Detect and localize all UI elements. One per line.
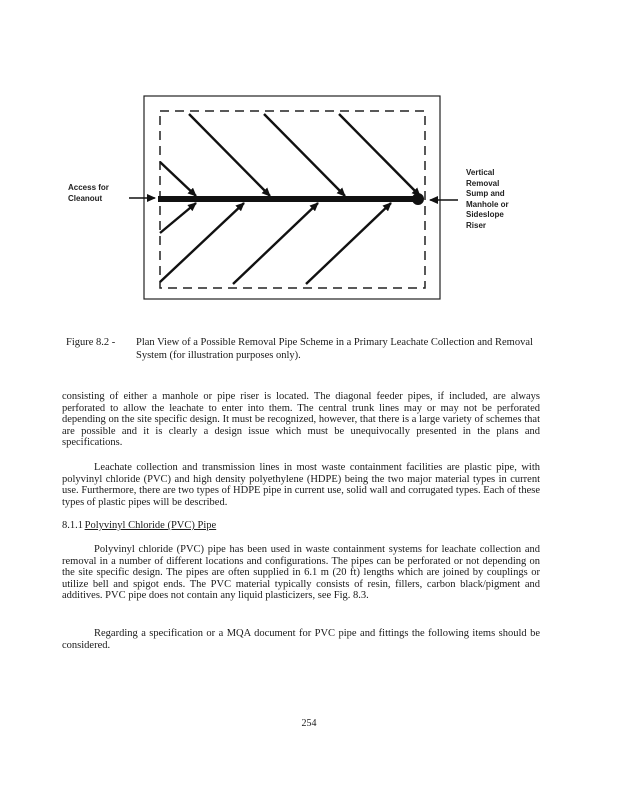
section-title: Polyvinyl Chloride (PVC) Pipe xyxy=(84,520,217,531)
feeder-pipe-lower-1 xyxy=(160,203,244,282)
figure-caption-text: Plan View of a Possible Removal Pipe Scheme in a Primary Leachate Collection and Removal System (for illustration purposes only). xyxy=(136,337,533,361)
feeder-pipe-upper-1 xyxy=(189,114,270,196)
feeder-pipe-upper-2 xyxy=(264,114,345,196)
body-paragraph-4: Regarding a specification or a MQA document for PVC pipe and fittings the following items should be considered. xyxy=(62,628,540,651)
access-for-cleanout-label: Access for Cleanout xyxy=(68,183,109,203)
feeder-pipe-lower-2 xyxy=(233,203,318,284)
body-paragraph-2: Leachate collection and transmission lines in most waste containment facilities are plastic pipe, with polyvinyl chloride (PVC) and high density polyethylene (HDPE) being the two major material types in current use. Furthermore, there are two types of HDPE pipe in current use, solid wall and corrugated types. Each of these types of plastic pipes will be described. xyxy=(62,462,540,508)
vertical-removal-sump-label: Vertical Removal Sump and Manhole or Sideslope Riser xyxy=(466,168,509,230)
body-paragraph-3: Polyvinyl chloride (PVC) pipe has been used in waste containment systems for leachate collection and removal in a number of different locations and configurations. The pipes can be perforated or not depending on the site specific design. The pipes are often supplied in 6.1 m (20 ft) lengths which are joined by couplings or utilize bell and spigot ends. The PVC material typically consists of resin, fillers, carbon black/pigment and additives. PVC pipe does not contain any liquid plasticizers, see Fig. 8.3. xyxy=(62,544,540,602)
section-number: 8.1.1 xyxy=(62,520,83,531)
body-paragraph-1: consisting of either a manhole or pipe riser is located. The diagonal feeder pipes, if included, are always perforated to allow the leachate to enter into them. The central trunk lines may or may not be perforated depending on the site specific design. It must be recognized, however, that there is a large variety of schemes that are possible and it is clearly a design issue which must be unequivocally presented in the plans and specifications. xyxy=(62,391,540,449)
feeder-pipe-upper-short xyxy=(160,162,196,196)
sump-manhole xyxy=(412,193,424,205)
feeder-pipe-lower-short xyxy=(160,203,196,233)
pipe-scheme-diagram xyxy=(0,0,618,310)
feeder-pipe-lower-3 xyxy=(306,203,391,284)
section-heading xyxy=(62,520,216,531)
feeder-pipe-upper-3 xyxy=(339,114,420,196)
figure-number: Figure 8.2 - xyxy=(66,337,116,348)
page-number: 254 xyxy=(301,718,317,729)
